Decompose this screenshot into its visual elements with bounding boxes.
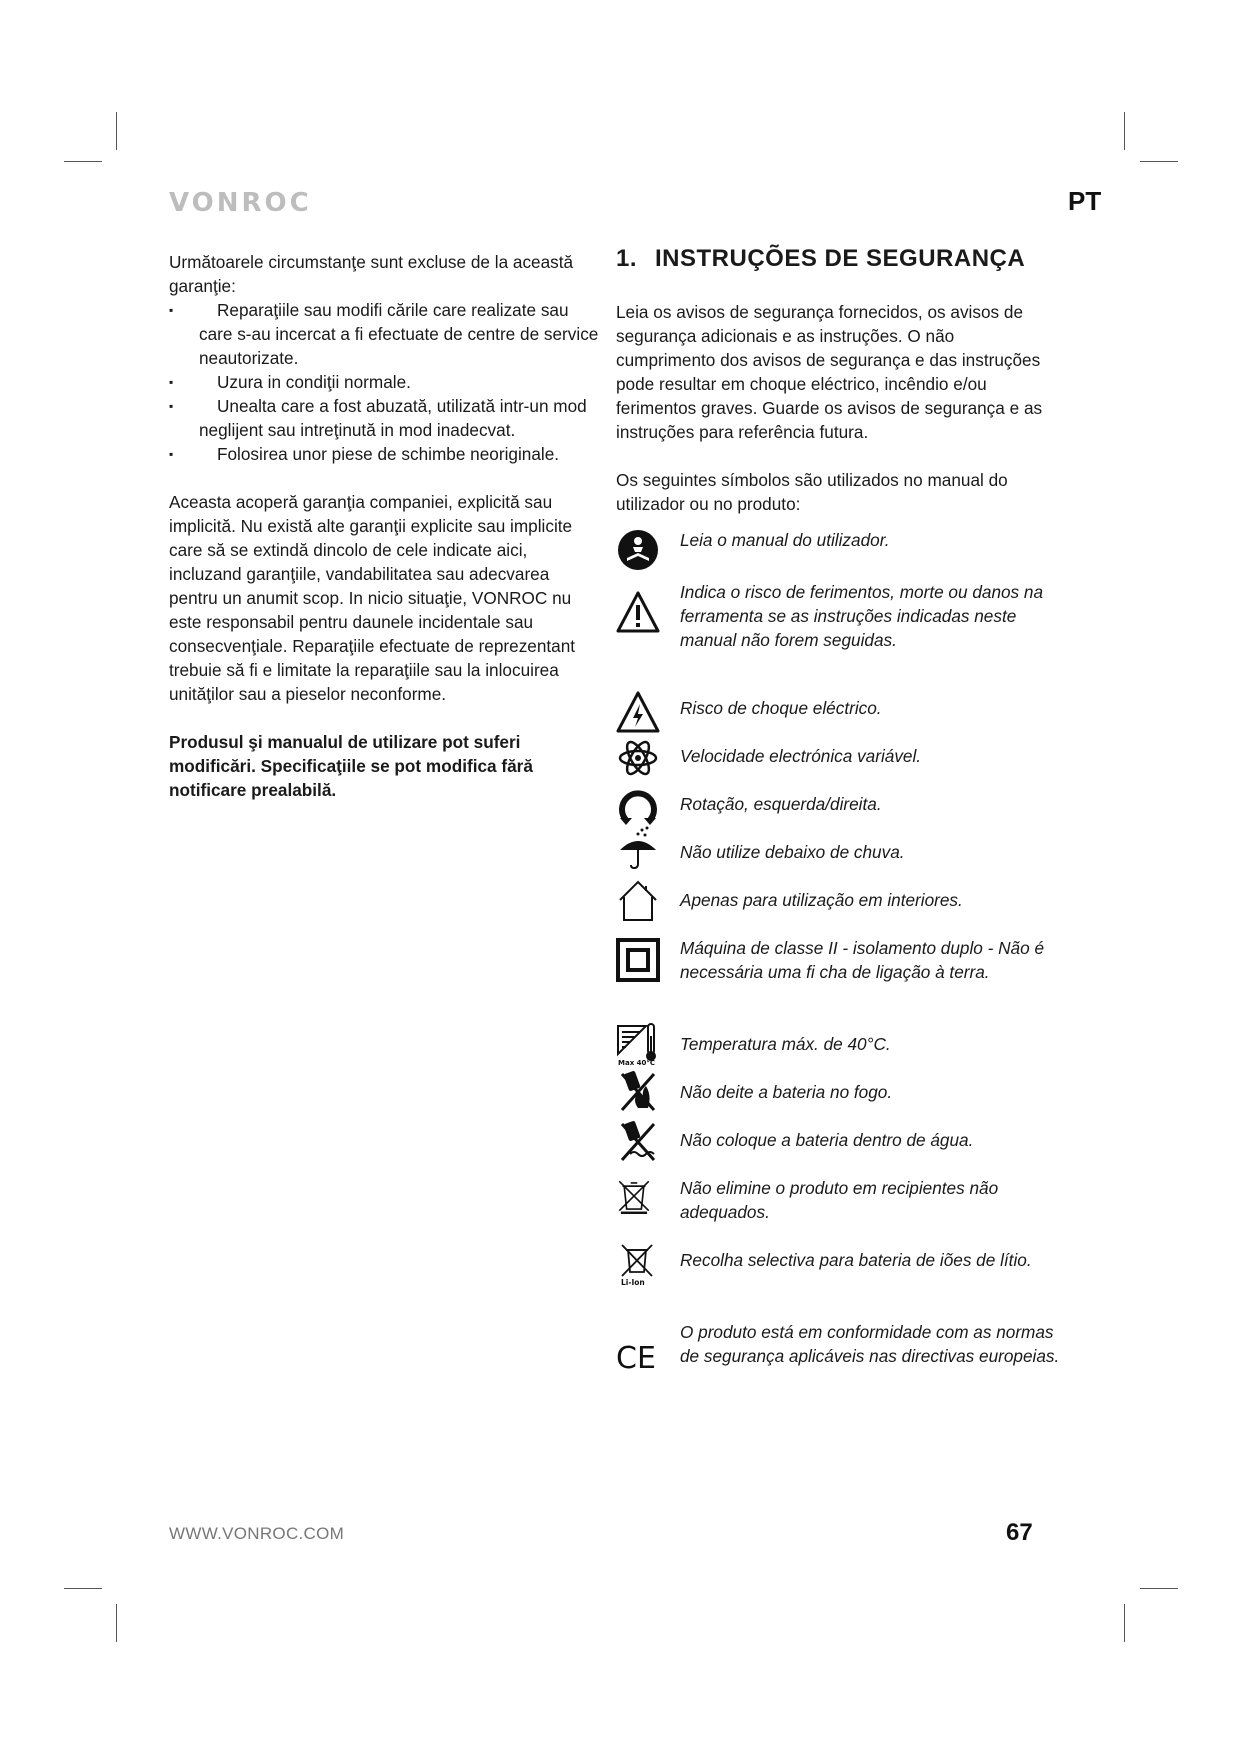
no-water-icon [616,1118,660,1162]
symbols-intro: Os seguintes símbolos são utilizados no manual do utilizador ou no produto: [616,470,1008,514]
crop-mark [116,1604,117,1642]
no-fire-icon [616,1068,660,1112]
crop-mark [64,161,102,162]
ce-mark-label: CE [616,1341,656,1376]
modification-note: Produsul şi manualul de utilizare pot suferi modificări. Specificaţiile se pot modifica fără notificare prealabilă. [169,732,533,800]
indoor-use-icon [616,878,660,922]
crop-mark [1140,1588,1178,1589]
list-item: ▪ Folosirea unor piese de schimbe neoriginale. [169,442,601,466]
variable-speed-icon [616,736,660,780]
electric-shock-icon [616,690,660,734]
language-code: PT [1068,186,1102,216]
max-temperature-icon [616,1022,660,1066]
crop-mark [1140,161,1178,162]
symbol-description: Recolha selectiva para bateria de iões de lítio. [680,1250,1032,1270]
page-number: 67 [1006,1519,1033,1546]
no-rain-icon [616,826,660,870]
warning-triangle-icon [616,590,660,634]
section-title-text: INSTRUÇÕES DE SEGURANÇA [655,245,1026,272]
crop-mark [116,112,117,150]
exclusions-intro: Următoarele circumstanţe sunt excluse de la această garanţie: [169,252,574,296]
crop-mark [64,1588,102,1589]
safety-instructions-column [616,244,1060,1376]
temperature-label: Max 40°C [618,1059,656,1066]
symbol-description: Velocidade electrónica variável. [680,746,922,766]
section-number: 1. [616,245,638,272]
safety-intro: Leia os avisos de segurança fornecidos, os avisos de segurança adicionais e as instruções. O não cumprimento dos avisos de segurança e das instruções pode resultar em choque eléctrico, incêndio e/ou ferimentos graves. Guarde os avisos de segurança e as instruções para referência futura. [616,302,1043,442]
symbol-description: Não utilize debaixo de chuva. [680,842,905,862]
crop-mark [1124,112,1125,150]
symbol-description: Máquina de classe II - isolamento duplo - Não é necessária uma fi cha de ligação à terra. [680,938,1045,982]
list-item: ▪ Reparaţiile sau modifi cările care realizate sau care s-au incercat a fi efectuate de centre de service neautorizate. [169,298,601,370]
symbol-description: O produto está em conformidade com as normas de segurança aplicáveis nas directivas europeias. [680,1322,1060,1366]
crop-mark [1124,1604,1125,1642]
section-title [616,244,1056,274]
symbol-description: Risco de choque eléctrico. [680,698,882,718]
list-item: ▪ Uzura in condiţii normale. [169,370,601,394]
symbol-description: Não deite a bateria no fogo. [680,1082,893,1102]
li-ion-label: Li-Ion [621,1278,645,1286]
symbol-description: Rotação, esquerda/direita. [680,794,882,814]
symbol-description: Leia o manual do utilizador. [680,530,890,550]
warranty-paragraph: Aceasta acoperă garanţia companiei, explicită sau implicită. Nu există alte garanţii explicite sau implicite care să se extindă dincolo de cele indicate aici, incluzand garanţiile, vandabilitatea sau adecvarea pentru un anumit scop. In nicio situaţie, VONROC nu este responsabil pentru daunele incidentale sau consecvenţiale. Reparaţiile efectuate de reprezentant trebuie să fi e limitate la reparaţiile sau la inlocuirea unităţilor sau a pieselor neconforme. [169,492,576,704]
symbol-description: Temperatura máx. de 40°C. [680,1034,891,1054]
warranty-exclusions-column [169,250,601,802]
symbol-description: Não coloque a bateria dentro de água. [680,1130,974,1150]
ce-mark-icon [616,1336,660,1380]
symbol-description: Não elimine o produto em recipientes não adequados. [680,1178,999,1222]
read-manual-icon [616,528,660,572]
rotation-icon [616,782,660,826]
double-insulation-icon [616,938,660,982]
exclusions-list [169,298,601,466]
vonroc-logo: VONROC [169,188,312,218]
li-ion-recycle-icon [616,1242,660,1286]
symbol-description: Indica o risco de ferimentos, morte ou danos na ferramenta se as instruções indicadas neste manual não forem seguidas. [680,582,1044,650]
symbol-description: Apenas para utilização em interiores. [680,890,963,910]
weee-bin-icon [616,1170,652,1222]
list-item: ▪ Unealta care a fost abuzată, utilizată intr-un mod neglijent sau intreţinută in mod inadecvat. [169,394,601,442]
website-url: WWW.VONROC.COM [169,1524,345,1543]
